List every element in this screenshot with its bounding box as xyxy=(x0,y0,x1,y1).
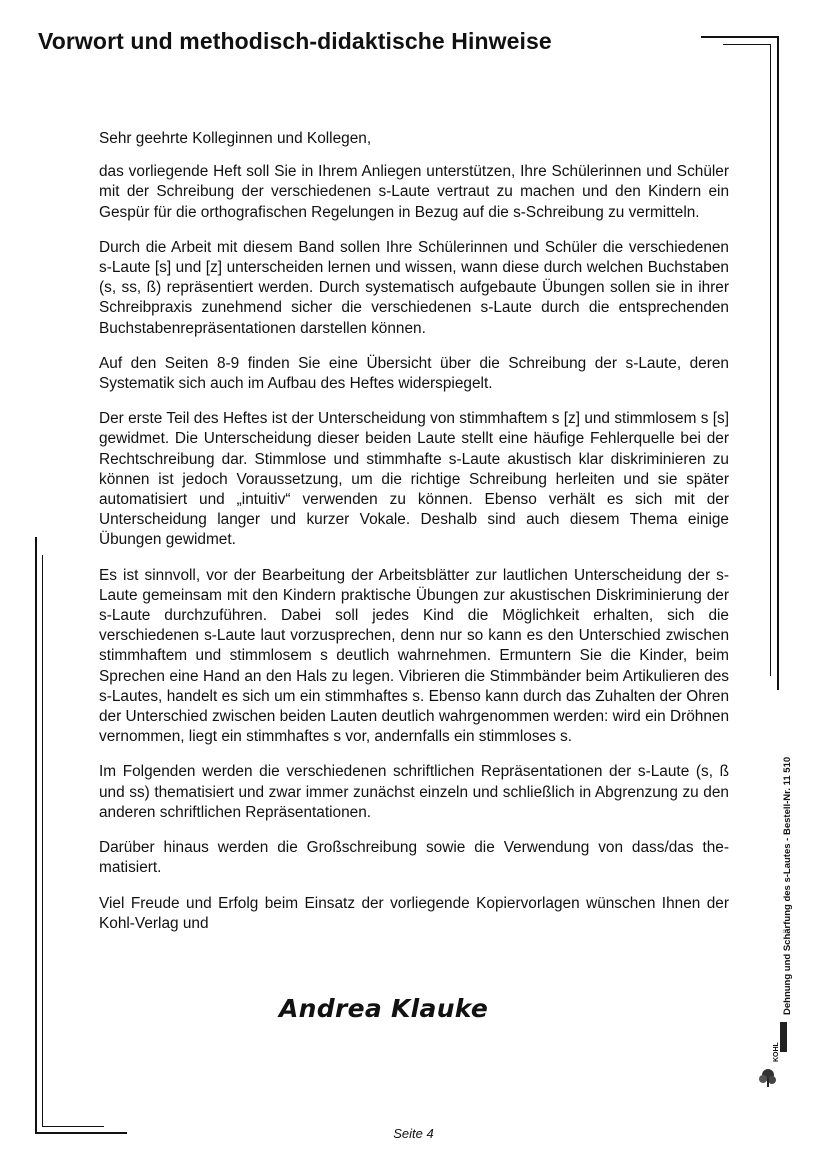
paragraph-goals: Durch die Arbeit mit diesem Band sollen Ihre Schülerinnen und Schüler die verschiedenen s-Laute [s] und [z] unterscheiden lernen und wissen, wann diese durch welchen Buchstaben (s, ss, ß) repräsentiert werden. Durch systematisch aufgebaute Übungen sollen sie in ihrer Schreibpraxis zunehmend sicher die verschiedenen s-Laute durch die entsprechenden Buchstabenrepräsentationen darstellen können. xyxy=(99,238,729,337)
frame-right-outer-vertical xyxy=(777,36,779,690)
frame-left-outer-vertical xyxy=(35,537,37,1134)
paragraph-first-part: Der erste Teil des Heftes ist der Unterscheidung von stimmhaftem s [z] und stimmlosem s [s] gewidmet. Die Unterscheidung dieser beiden Laute stellt eine häufige Fehlerquelle bei der Rechtschreibung dar. Stimmlose und stimmhafte s-Laute akustisch klar diskriminieren zu können ist jedoch Voraussetzung, um die richtige Schreibung herleiten und sie später automatisiert und „intuitiv“ verwenden zu können. Ebenso verhält es sich mit der Unterscheidung langer und kurzer Vokale. Deshalb sind auch diesem Thema einige Übungen gewidmet. xyxy=(99,410,729,549)
paragraph-representations: Im Folgenden werden die verschiedenen schriftlichen Repräsentationen der s-Laute (s, ß und ss) thematisiert und zwar immer zunächst einzeln und schließlich in Abgrenzung zu den anderen schriftlichen Repräsentationen. xyxy=(99,763,729,821)
paragraph-practical-exercises: Es ist sinnvoll, vor der Bearbeitung der Arbeitsblätter zur lautlichen Unterscheidung der s-Laute gemeinsam mit den Kindern praktische Übungen zur akustischen Diskriminierung der s-Laute durchzuführen. Dabei soll jedes Kind die Möglichkeit erhalten, sich die verschiedenen s-Laute laut vorzusprechen, denn nur so kann es den Unterschied zwischen stimmhaftem und stimmlosem s deutlich wahrnehmen. Ermuntern Sie die Kinder, beim Sprechen eine Hand an den Hals zu legen. Vibrieren die Stimmbänder beim Artikulieren des s-Lautes, handelt es sich um ein stimmhaftes s. Ebenso kann durch das Zuhalten der Ohren der Unterschied zwischen beiden Lauten deutlich wahrgenommen werden: wird ein Dröhnen vernommen, liegt ein stimmhaftes s vor, andernfalls ein stimmloses s. xyxy=(99,566,729,746)
frame-top-right-outer-horizontal xyxy=(701,36,779,38)
frame-top-right-inner-horizontal xyxy=(723,44,771,45)
publisher-logo-label: KOHL xyxy=(773,1042,780,1062)
greeting: Sehr geehrte Kolleginnen und Kollegen, xyxy=(99,130,372,147)
frame-right-inner-vertical xyxy=(770,44,771,676)
vertical-series-title: Dehnung und Schärfung des s-Lautes - Bestell-Nr. 11 510 xyxy=(782,756,793,1015)
paragraph-overview: Auf den Seiten 8-9 finden Sie eine Übersicht über die Schreibung der s-Laute, deren Systematik sich auch im Aufbau des Heftes widerspiegelt. xyxy=(99,354,729,393)
paragraph-closing: Viel Freude und Erfolg beim Einsatz der vorliegende Kopiervorlagen wünschen Ihnen der Kohl-Verlag und xyxy=(99,894,729,932)
publisher-logo xyxy=(758,1020,788,1088)
page-number: Seite 4 xyxy=(393,1126,434,1141)
author-signature: Andrea Klauke xyxy=(279,994,489,1023)
preface-body xyxy=(99,129,729,949)
paragraph-intro: das vorliegende Heft soll Sie in Ihrem Anliegen unterstützen, Ihre Schülerinnen und Schüler mit der Schreibung der verschiedenen s-Laute vertraut zu machen und den Kindern ein Gespür für die orthografischen Regelungen in Bezug auf die s-Schreibung zu vermitteln. xyxy=(99,163,729,221)
paragraph-capitalization: Darüber hinaus werden die Großschreibung sowie die Verwendung von dass/das thematisiert. xyxy=(99,839,729,877)
frame-left-inner-vertical xyxy=(42,555,43,1127)
page-title: Vorwort und methodisch-didaktische Hinweise xyxy=(38,28,552,54)
